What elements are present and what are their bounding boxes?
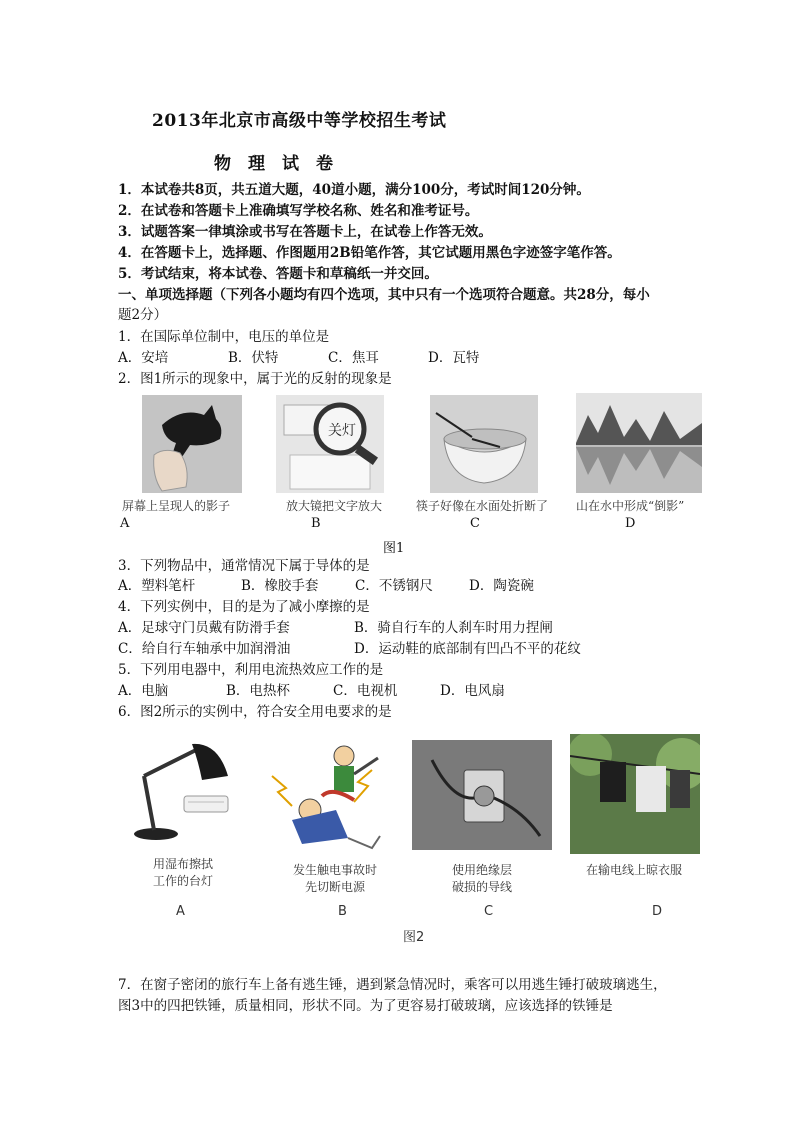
- q6-stem: 6．图2所示的实例中，符合安全用电要求的是: [118, 704, 392, 720]
- fig1-caption-c: 筷子好像在水面处折断了: [416, 499, 549, 513]
- fig2-caption-a-line1: 用湿布擦拭: [152, 857, 213, 871]
- fig2-caption-b: [280, 862, 390, 896]
- fig2-caption-a: [138, 856, 228, 890]
- q1-option-d: D．瓦特: [428, 350, 480, 366]
- q5-stem: 5．下列用电器中，利用电流热效应工作的是: [118, 662, 384, 678]
- q3-option-c: C．不锈钢尺: [355, 578, 433, 594]
- magnifier-image: [276, 395, 384, 493]
- electric-shock-image: [262, 736, 394, 854]
- instruction-4: 4．在答题卡上，选择题、作图题用2B铅笔作答，其它试题用黑色字迹签字笔作答。: [118, 245, 621, 261]
- instruction-1: 1．本试卷共8页，共五道大题，40道小题，满分100分，考试时间120分钟。: [118, 182, 590, 198]
- instruction-2: 2．在试卷和答题卡上准确填写学校名称、姓名和准考证号。: [118, 203, 479, 219]
- exam-subtitle: 物 理 试 卷: [214, 154, 333, 174]
- fig2-letter-d: D: [652, 904, 663, 919]
- fig2-letter-a: A: [176, 904, 185, 919]
- q7-line2: 图3中的四把铁锤，质量相同，形状不同。为了更容易打破玻璃，应该选择的铁锤是: [118, 998, 613, 1014]
- clothes-on-wire-image: [570, 734, 700, 854]
- q5-option-c: C．电视机: [333, 683, 398, 699]
- fig2-caption-d-line1: 在输电线上晾衣服: [585, 863, 682, 877]
- fig2-letter-b: B: [338, 904, 347, 919]
- fig1-caption-d: 山在水中形成“倒影”: [576, 499, 685, 513]
- fig1-letter-d: D: [625, 516, 636, 531]
- instruction-5: 5．考试结束，将本试卷、答题卡和草稿纸一并交回。: [118, 266, 438, 282]
- fig1-letter-a: A: [120, 516, 130, 531]
- q5-option-a: A．电脑: [118, 683, 169, 699]
- fig1-letter-b: B: [311, 516, 321, 531]
- q1-option-b: B．伏特: [228, 350, 279, 366]
- fig2-caption-c-line1: 使用绝缘层: [451, 863, 512, 877]
- q4-stem: 4．下列实例中，目的是为了减小摩擦的是: [118, 599, 370, 615]
- exam-title: 2013年北京市高级中等学校招生考试: [152, 111, 447, 131]
- q1-option-a: A．安培: [118, 350, 169, 366]
- q4-option-a: A．足球守门员戴有防滑手套: [118, 620, 290, 636]
- fig2-caption-c-line2: 破损的导线: [451, 880, 512, 894]
- section-heading-cont: 题2分）: [118, 307, 168, 323]
- q1-stem: 1．在国际单位制中，电压的单位是: [118, 329, 330, 345]
- section-heading: 一、单项选择题（下列各小题均有四个选项，其中只有一个选项符合题意。共28分，每小: [118, 287, 650, 303]
- figure-1-label: 图1: [383, 541, 405, 556]
- fig2-letter-c: C: [484, 904, 494, 919]
- q1-option-c: C．焦耳: [328, 350, 379, 366]
- q5-option-b: B．电热杯: [226, 683, 290, 699]
- desk-lamp-image: [118, 736, 238, 846]
- q2-stem: 2．图1所示的现象中，属于光的反射的现象是: [118, 371, 392, 387]
- fig1-caption-a: 屏幕上呈现人的影子: [122, 499, 231, 513]
- q4-option-d: D．运动鞋的底部制有凹凸不平的花纹: [354, 641, 581, 657]
- q5-option-d: D．电风扇: [440, 683, 505, 699]
- instruction-3: 3．试题答案一律填涂或书写在答题卡上，在试卷上作答无效。: [118, 224, 492, 240]
- fig2-caption-c: [434, 862, 530, 896]
- q7-line1: 7．在窗子密闭的旅行车上备有逃生锤，遇到紧急情况时，乘客可以用逃生锤打破玻璃逃生，: [118, 977, 667, 993]
- fig2-caption-a-line2: 工作的台灯: [152, 874, 213, 888]
- fig2-caption-b-line1: 发生触电事故时: [292, 863, 377, 877]
- shadow-puppet-image: [142, 395, 242, 493]
- magnifier-sign-text: 关灯: [328, 423, 356, 439]
- chopsticks-bowl-image: [430, 395, 538, 493]
- q3-stem: 3．下列物品中，通常情况下属于导体的是: [118, 558, 370, 574]
- q3-option-d: D．陶瓷碗: [469, 578, 534, 594]
- fig2-caption-b-line2: 先切断电源: [304, 880, 365, 894]
- fig1-letter-c: C: [470, 516, 480, 531]
- q3-option-b: B．橡胶手套: [241, 578, 319, 594]
- q4-option-c: C．给自行车轴承中加润滑油: [118, 641, 291, 657]
- fig1-caption-b: 放大镜把文字放大: [286, 499, 383, 513]
- mountain-reflection-image: [576, 393, 702, 493]
- figure-2-label: 图2: [403, 930, 425, 945]
- damaged-wire-image: [412, 740, 552, 850]
- q3-option-a: A．塑料笔杆: [118, 578, 196, 594]
- fig2-caption-d: [572, 862, 696, 879]
- q4-option-b: B．骑自行车的人刹车时用力捏闸: [354, 620, 553, 636]
